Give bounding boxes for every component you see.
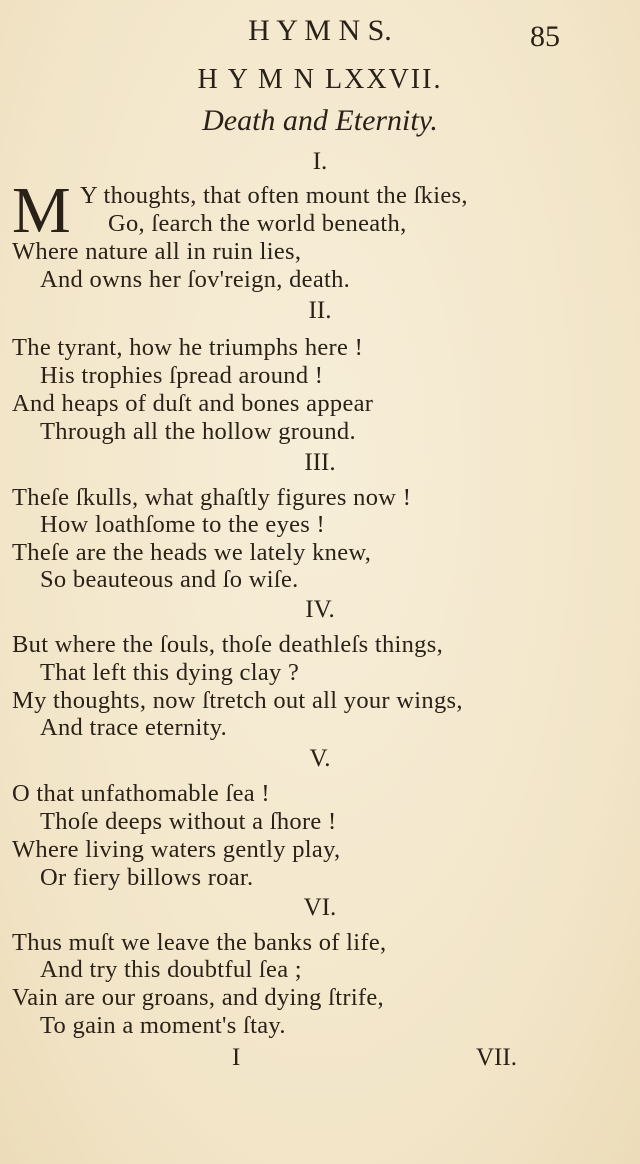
verse-line: Theſe ſkulls, what ghaſtly figures now ! [12,484,412,511]
verse-line: His trophies ſpread around ! [40,362,324,389]
stanza-number: III. [304,449,336,476]
stanza-number: II. [308,297,332,324]
verse-line: Thoſe deeps without a ſhore ! [40,808,337,835]
verse-line: Where nature all in ruin lies, [12,238,302,265]
verse-line: And try this doubtful ſea ; [40,956,302,983]
verse-line: To gain a moment's ſtay. [40,1012,286,1039]
verse-line: And heaps of duſt and bones appear [12,390,374,417]
verse-line: So beauteous and ſo wiſe. [40,566,299,593]
running-head: H Y M N S. [248,14,392,47]
verse-line: And trace eternity. [40,714,228,741]
verse-line: My thoughts, now ſtretch out all your wings, [12,687,463,714]
verse-line: Or fiery billows roar. [40,864,254,891]
verse-line: How loathſome to the eyes ! [40,511,326,538]
hymn-subtitle: Death and Eternity. [202,104,438,137]
catchword: VII. [476,1044,517,1071]
verse-line: The tyrant, how he triumphs here ! [12,334,364,361]
verse-line: Thus muſt we leave the banks of life, [12,929,387,956]
verse-line: Y thoughts, that often mount the ſkies, [80,182,468,209]
verse-line: O that unfathomable ſea ! [12,780,270,807]
stanza-number: I. [312,148,328,175]
stanza-number: V. [309,745,331,772]
verse-line: Through all the hollow ground. [40,418,356,445]
verse-line: Vain are our groans, and dying ſtrife, [12,984,384,1011]
stanza-number: VI. [303,894,337,921]
verse-line: And owns her ſov'reign, death. [40,266,351,293]
verse-line: Where living waters gently play, [12,836,341,863]
verse-line: Go, ſearch the world beneath, [108,210,407,237]
verse-line: But where the ſouls, thoſe deathleſs things, [12,631,443,658]
hymn-title: H Y M N LXXVII. [197,64,443,95]
page-number: 85 [530,20,560,53]
stanza-number: IV. [305,596,335,623]
signature-mark: I [232,1044,241,1071]
verse-line: That left this dying clay ? [40,659,300,686]
drop-cap: M [12,174,71,247]
verse-line: Theſe are the heads we lately knew, [12,539,372,566]
